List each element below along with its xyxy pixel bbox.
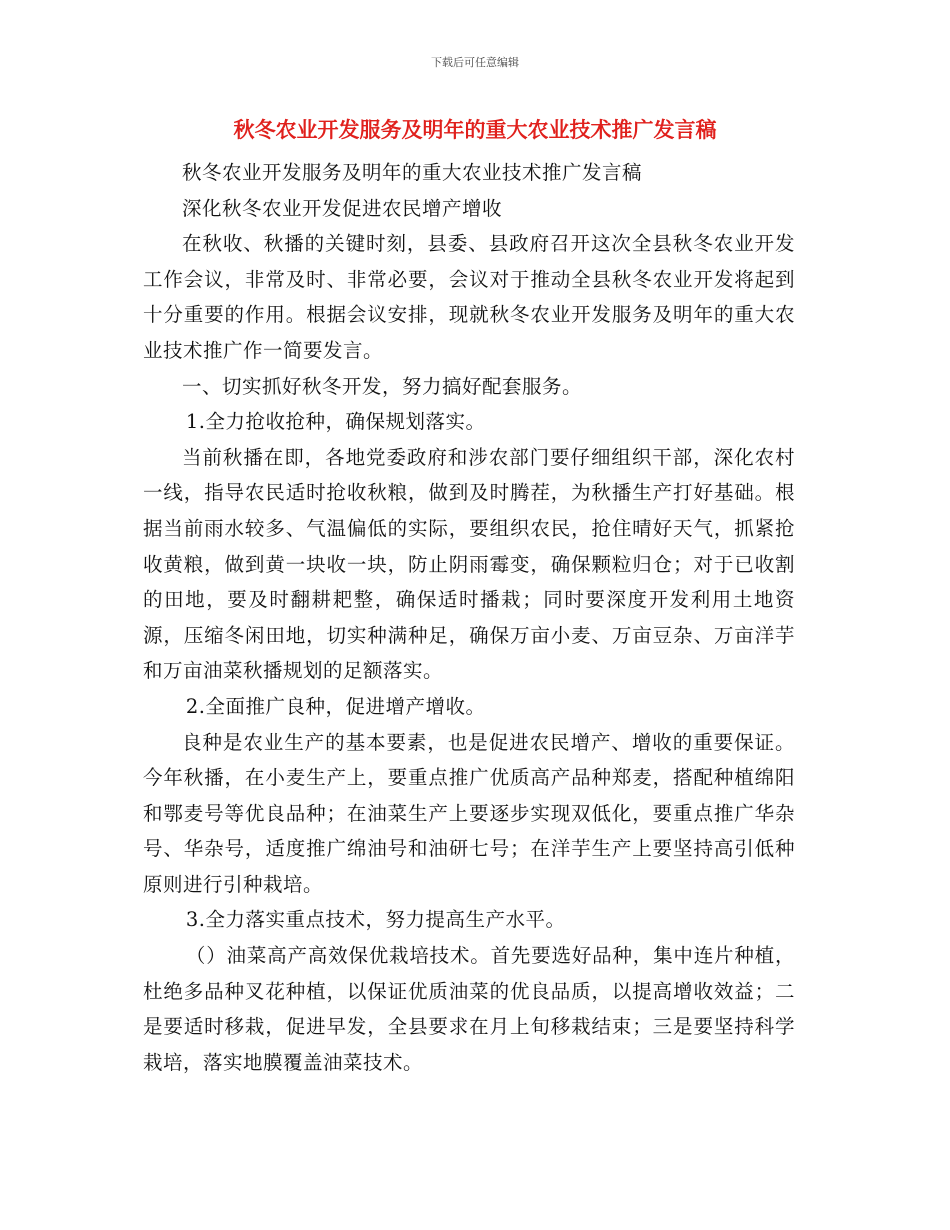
paragraph-intro: 在秋收、秋播的关键时刻，县委、县政府召开这次全县秋冬农业开发工作会议，非常及时、非常必要，会议对于推动全县秋冬农业开发将起到十分重要的作用。根据会议安排，现就秋冬农业开发服务及明年的重大农业技术推广作一简要发言。 — [143, 232, 795, 362]
item-heading-2: 2.全面推广良种，促进增产增收。 — [185, 694, 486, 718]
section-heading-1: 一、切实抓好秋冬开发，努力搞好配套服务。 — [182, 374, 583, 398]
paragraph-seeds: 良种是农业生产的基本要素，也是促进农民增产、增收的重要保证。今年秋播，在小麦生产上，要重点推广优质高产品种郑麦，搭配种植绵阳和鄂麦号等优良品种；在油菜生产上要逐步实现双低化，要重点推广华杂号、华杂号，适度推广绵油号和油研七号；在洋芋生产上要坚持高引低种原则进行引种栽培。 — [143, 730, 795, 896]
item-heading-3: 3.全力落实重点技术，努力提高生产水平。 — [185, 908, 566, 932]
paragraph-rapeseed: （）油菜高产高效保优栽培技术。首先要选好品种，集中连片种植，杜绝多品种叉花种植，以保证优质油菜的优良品质，以提高增收效益；二是要适时移栽，促进早发，全县要求在月上旬移栽结束；三是要坚持科学栽培，落实地膜覆盖油菜技术。 — [143, 944, 795, 1074]
paragraph-harvest: 当前秋播在即，各地党委政府和涉农部门要仔细组织干部，深化农村一线，指导农民适时抢收秋粮，做到及时腾茬，为秋播生产打好基础。根据当前雨水较多、气温偏低的实际，要组织农民，抢住晴好天气，抓紧抢收黄粮，做到黄一块收一块，防止阴雨霉变，确保颗粒归仓；对于已收割的田地，要及时翻耕耙整，确保适时播栽；同时要深度开发利用土地资源，压缩冬闲田地，切实种满种足，确保万亩小麦、万亩豆杂、万亩洋芋和万亩油菜秋播规划的足额落实。 — [143, 445, 795, 683]
page-header-note: 下载后可任意编辑 — [431, 56, 519, 69]
document-title: 秋冬农业开发服务及明年的重大农业技术推广发言稿 — [233, 118, 717, 142]
paragraph-theme: 深化秋冬农业开发促进农民增产增收 — [182, 196, 503, 220]
paragraph-subtitle: 秋冬农业开发服务及明年的重大农业技术推广发言稿 — [182, 161, 643, 184]
item-heading-1: 1.全力抢收抢种，确保规划落实。 — [185, 410, 486, 434]
document-body — [143, 155, 795, 1080]
